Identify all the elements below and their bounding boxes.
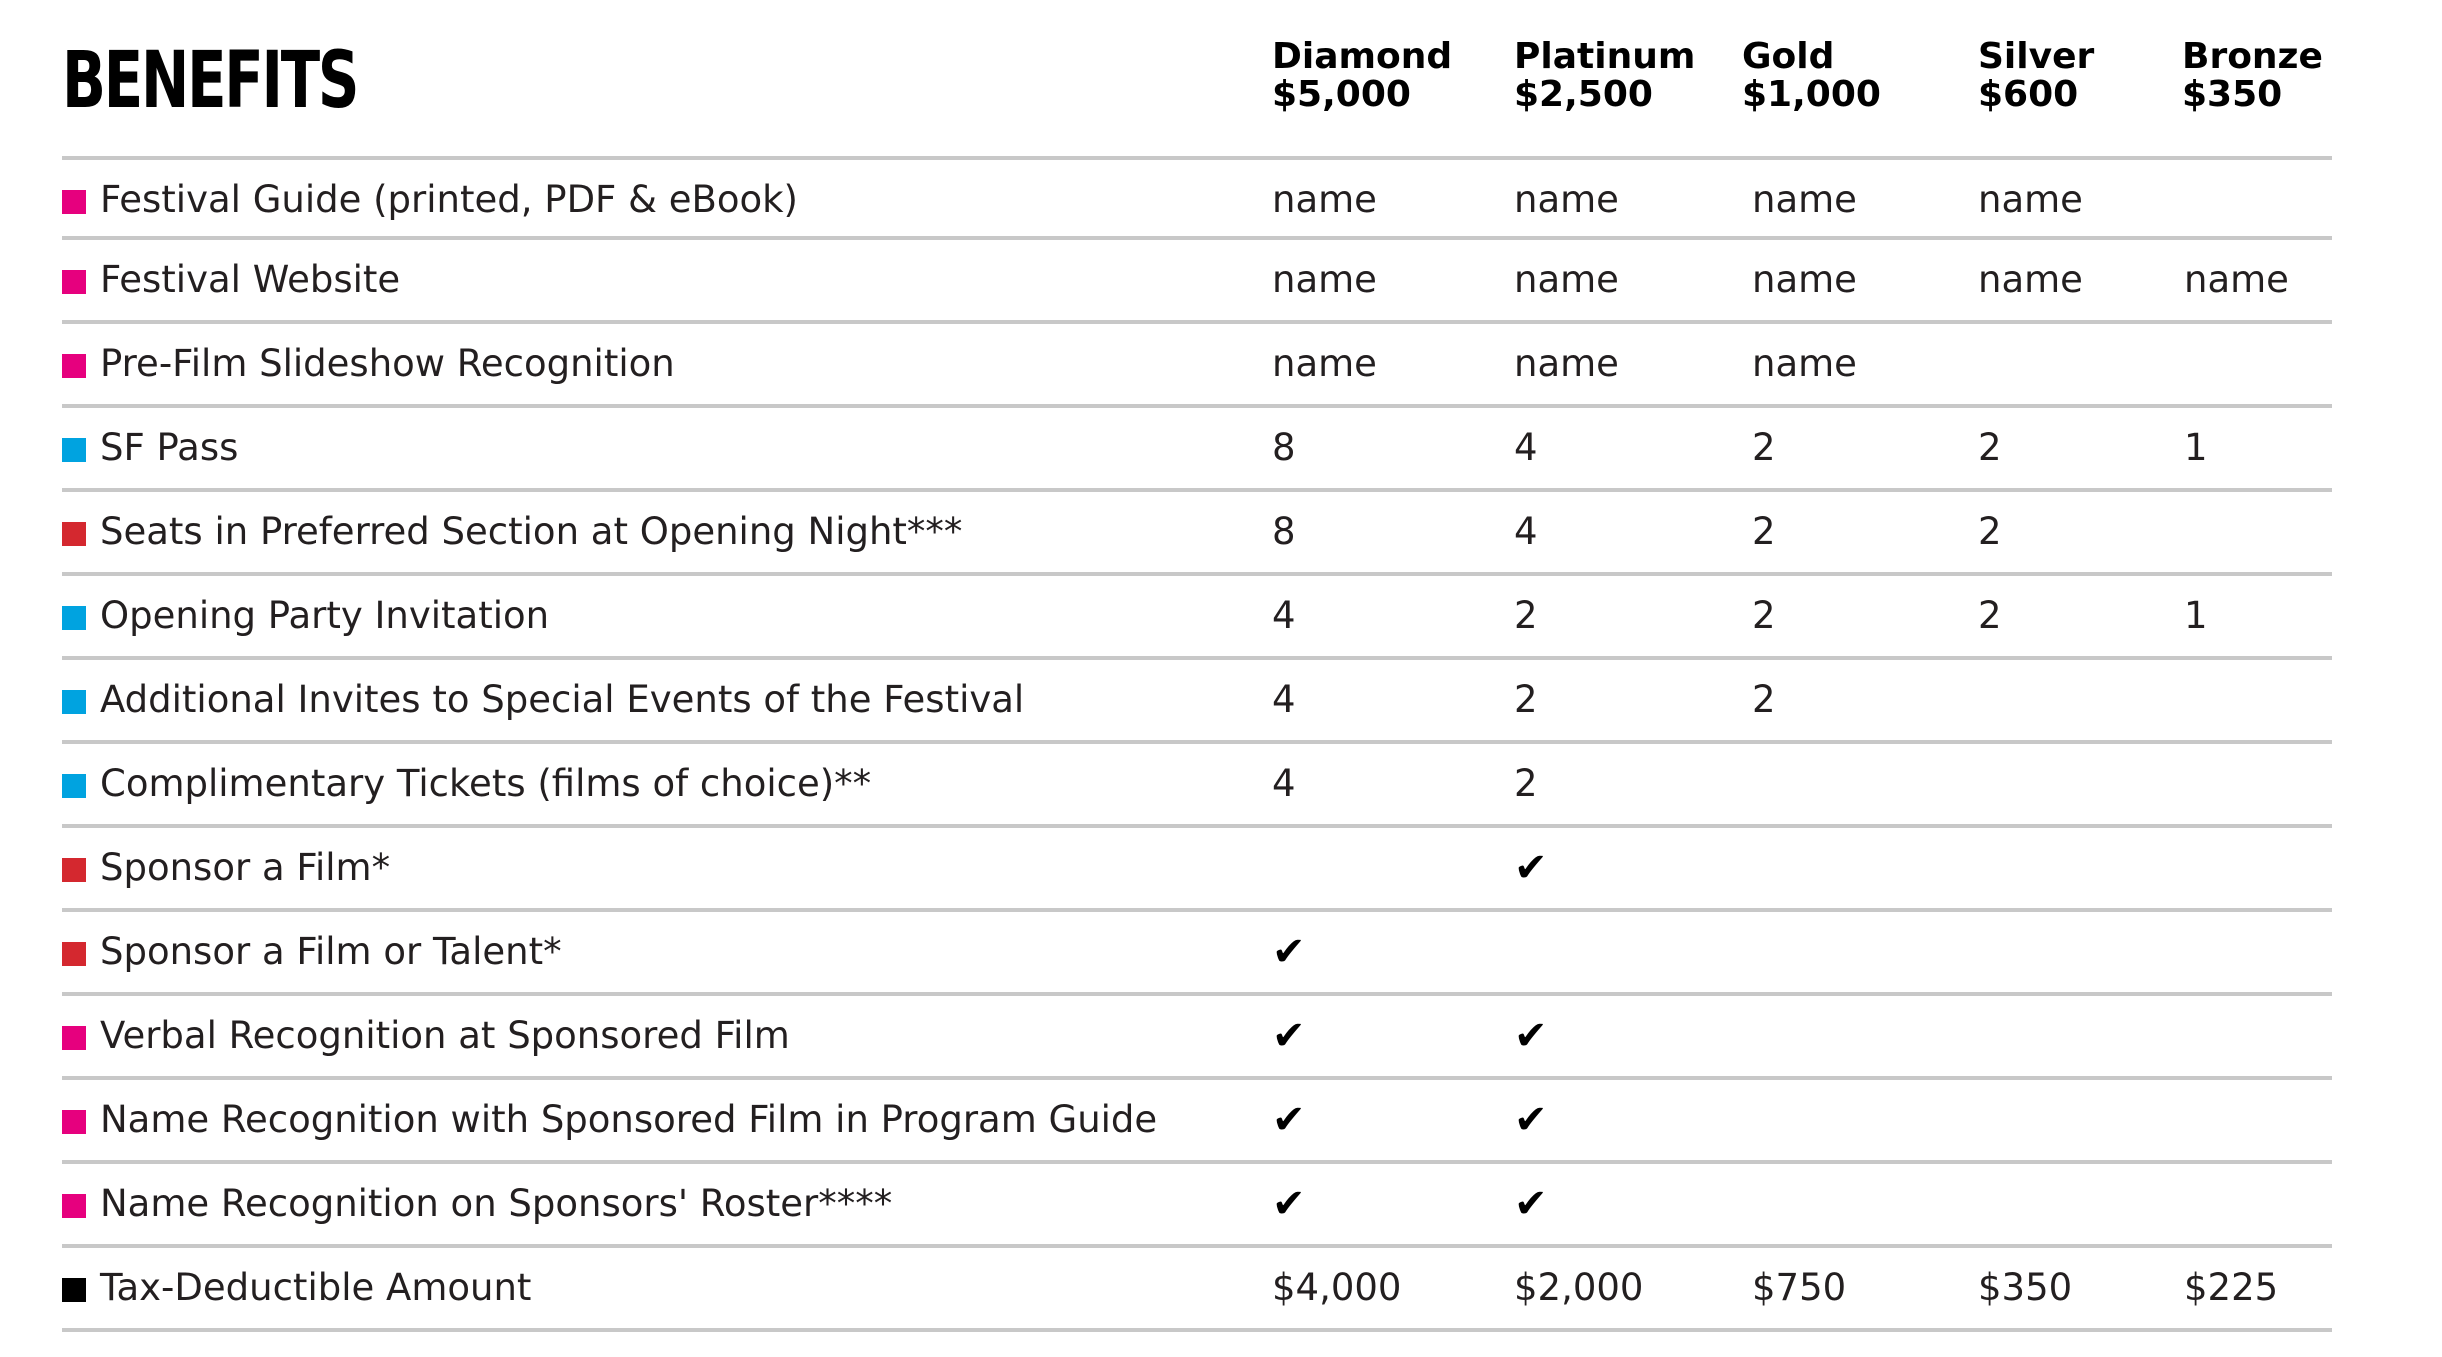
row-bullet-square [62,438,86,462]
row-bullet-square [62,942,86,966]
benefit-value: 4 [1514,510,1538,553]
row-bullet-square [62,858,86,882]
checkmark-icon: ✔ [1514,845,1548,891]
benefit-label: Name Recognition on Sponsors' Roster**** [100,1182,893,1225]
checkmark-icon: ✔ [1514,1097,1548,1143]
benefit-value: 2 [1752,426,1776,469]
tier-price: $600 [1978,74,2079,115]
benefit-value: 1 [2184,426,2208,469]
benefit-value: $350 [1978,1266,2073,1309]
benefit-value: 2 [1752,510,1776,553]
tier-price: $5,000 [1272,74,1411,115]
benefit-value: name [1272,342,1377,385]
tier-name: Diamond [1272,36,1453,77]
benefit-value: name [1978,258,2083,301]
benefit-label: Verbal Recognition at Sponsored Film [100,1014,790,1057]
page-title: BENEFITS [62,36,358,126]
benefit-label: Pre-Film Slideshow Recognition [100,342,675,385]
benefit-label: Festival Guide (printed, PDF & eBook) [100,178,798,221]
row-bullet-square [62,354,86,378]
row-bullet-square [62,774,86,798]
checkmark-icon: ✔ [1272,1097,1306,1143]
benefit-value: 2 [1978,594,2002,637]
benefit-value: $4,000 [1272,1266,1402,1309]
benefit-value: 2 [1752,678,1776,721]
benefit-value: name [1272,178,1377,221]
benefit-value: 4 [1272,678,1296,721]
benefit-value: name [1514,258,1619,301]
table-row [62,996,2332,1080]
benefit-value: name [1272,258,1377,301]
benefit-value: 1 [2184,594,2208,637]
tier-name: Gold [1742,36,1835,77]
table-row [62,744,2332,828]
benefit-value: 2 [1514,678,1538,721]
checkmark-icon: ✔ [1514,1181,1548,1227]
table-row [62,1248,2332,1332]
benefit-value: 4 [1514,426,1538,469]
tier-price: $2,500 [1514,74,1653,115]
tier-price: $1,000 [1742,74,1881,115]
benefit-value: name [1752,178,1857,221]
benefit-value: name [2184,258,2289,301]
tier-header-silver [1978,38,2094,114]
tier-name: Bronze [2182,36,2323,77]
benefit-value: 8 [1272,426,1296,469]
row-bullet-square [62,606,86,630]
table-row [62,660,2332,744]
benefit-label: Additional Invites to Special Events of the Festival [100,678,1025,721]
row-bullet-square [62,190,86,214]
tier-header-bronze [2182,38,2323,114]
tier-header-platinum [1514,38,1695,114]
row-bullet-square [62,522,86,546]
table-row [62,1164,2332,1248]
checkmark-icon: ✔ [1272,1181,1306,1227]
benefit-value: name [1514,342,1619,385]
tier-header-gold [1742,38,1881,114]
table-row [62,492,2332,576]
benefit-label: Name Recognition with Sponsored Film in Program Guide [100,1098,1158,1141]
checkmark-icon: ✔ [1272,1013,1306,1059]
benefit-value: 2 [1978,426,2002,469]
checkmark-icon: ✔ [1272,929,1306,975]
benefit-label: SF Pass [100,426,239,469]
benefit-value: $2,000 [1514,1266,1644,1309]
table-row [62,324,2332,408]
benefit-value: name [1752,258,1857,301]
row-bullet-square [62,1026,86,1050]
row-bullet-square [62,270,86,294]
benefit-value: 4 [1272,594,1296,637]
row-bullet-square [62,1194,86,1218]
tier-name: Platinum [1514,36,1696,77]
benefit-label: Opening Party Invitation [100,594,550,637]
table-row [62,1080,2332,1164]
row-bullet-square [62,690,86,714]
tier-header-diamond [1272,38,1452,114]
benefit-label: Sponsor a Film* [100,846,391,889]
benefit-label: Complimentary Tickets (films of choice)** [100,762,872,805]
benefit-label: Festival Website [100,258,401,301]
benefit-label: Tax-Deductible Amount [100,1266,532,1309]
table-row [62,828,2332,912]
benefit-value: name [1514,178,1619,221]
benefit-label: Seats in Preferred Section at Opening Night*** [100,510,963,553]
table-row [62,156,2332,240]
table-row [62,408,2332,492]
row-bullet-square [62,1110,86,1134]
benefit-value: 4 [1272,762,1296,805]
tier-name: Silver [1978,36,2095,77]
table-row [62,912,2332,996]
benefit-value: 8 [1272,510,1296,553]
row-bullet-square [62,1278,86,1302]
table-row [62,576,2332,660]
benefit-label: Sponsor a Film or Talent* [100,930,562,973]
benefit-value: $225 [2184,1266,2279,1309]
benefit-value: 2 [1978,510,2002,553]
benefit-value: name [1752,342,1857,385]
benefit-value: 2 [1514,762,1538,805]
benefit-value: 2 [1514,594,1538,637]
benefit-value: $750 [1752,1266,1847,1309]
table-row [62,240,2332,324]
checkmark-icon: ✔ [1514,1013,1548,1059]
tier-price: $350 [2182,74,2283,115]
benefit-value: name [1978,178,2083,221]
benefit-value: 2 [1752,594,1776,637]
